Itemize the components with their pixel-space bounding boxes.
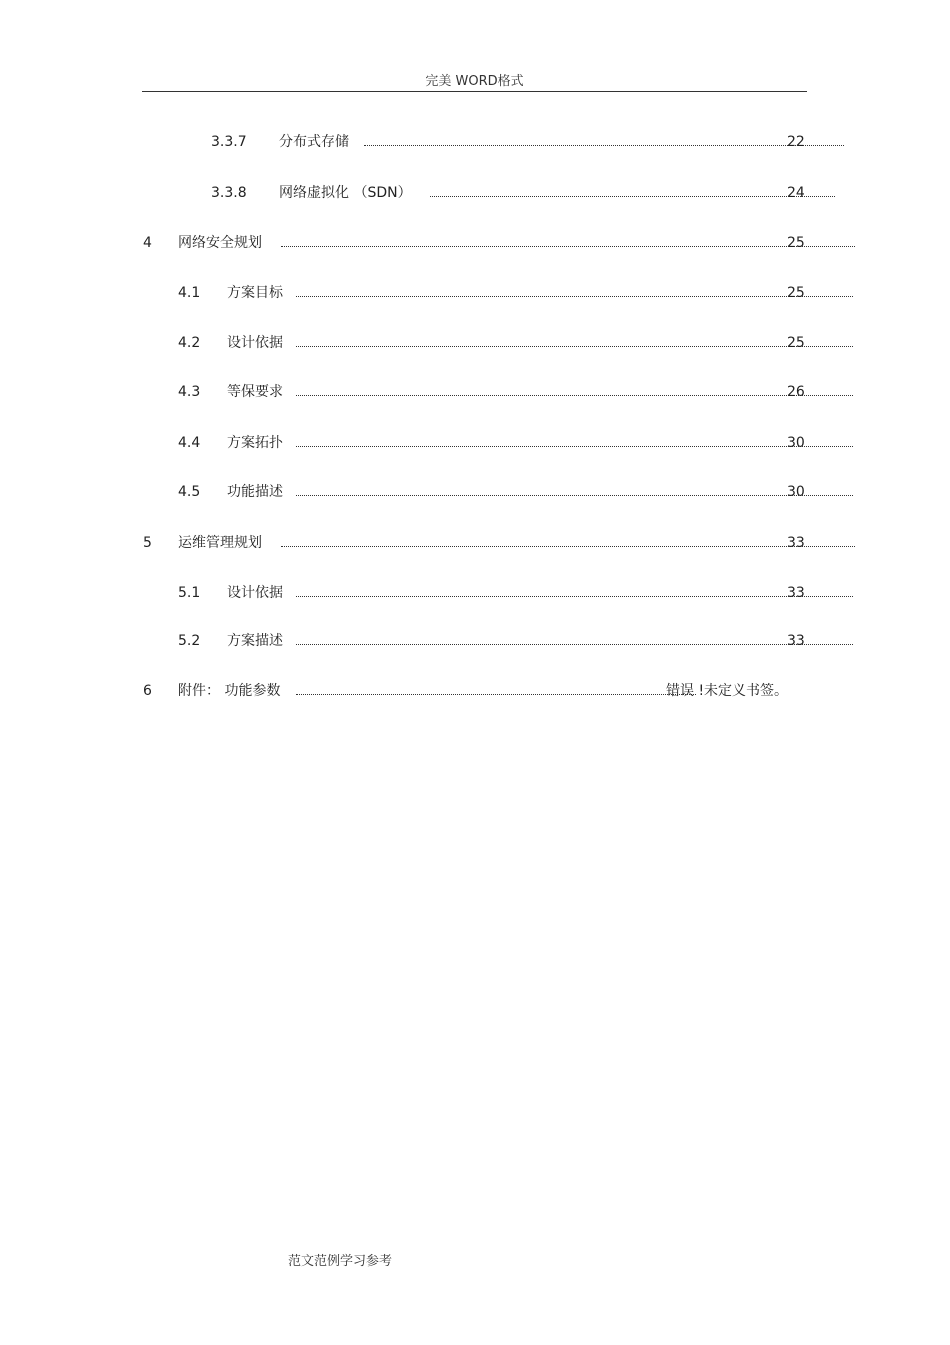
toc-number: 5.1 <box>178 585 201 601</box>
toc-entry[interactable] <box>0 482 950 502</box>
toc-entry[interactable] <box>0 631 950 651</box>
toc-title: 运维管理规划 <box>178 535 262 551</box>
toc-bookmark-error: 错误 !未定义书签。 <box>666 683 789 699</box>
toc-page-number: 26 <box>787 384 805 400</box>
toc-entry[interactable] <box>0 233 950 253</box>
toc-entry[interactable] <box>0 283 950 303</box>
toc-entry[interactable] <box>0 681 950 701</box>
toc-number: 4.5 <box>178 484 201 500</box>
toc-leader-dots <box>296 694 696 695</box>
toc-leader-dots <box>296 495 853 496</box>
toc-title: 功能描述 <box>227 484 283 500</box>
toc-entry[interactable] <box>0 333 950 353</box>
toc-leader-dots <box>296 446 853 447</box>
toc-entry[interactable] <box>0 382 950 402</box>
toc-entry[interactable] <box>0 583 950 603</box>
toc-number: 4 <box>143 235 152 251</box>
toc-leader-dots <box>296 644 853 645</box>
toc-title: 方案描述 <box>227 633 283 649</box>
toc-number: 6 <box>143 683 152 699</box>
toc-title: 设计依据 <box>227 585 283 601</box>
toc-title: 方案目标 <box>227 285 283 301</box>
toc-leader-dots <box>296 346 853 347</box>
toc-number: 4.1 <box>178 285 201 301</box>
toc-entry[interactable] <box>0 183 950 203</box>
toc-page-number: 25 <box>787 335 805 351</box>
toc-page-number: 33 <box>787 585 805 601</box>
toc-page-number: 25 <box>787 285 805 301</box>
toc-title: 附件： 功能参数 <box>178 683 281 699</box>
toc-entry[interactable] <box>0 433 950 453</box>
toc-number: 5.2 <box>178 633 201 649</box>
toc-leader-dots <box>296 296 853 297</box>
toc-number: 3.3.8 <box>211 185 247 201</box>
toc-title: 网络虚拟化 （SDN） <box>279 185 412 201</box>
toc-title: 分布式存储 <box>279 134 349 150</box>
toc-page-number: 30 <box>787 484 805 500</box>
toc-number: 3.3.7 <box>211 134 247 150</box>
toc-title: 网络安全规划 <box>178 235 262 251</box>
toc-number: 5 <box>143 535 152 551</box>
page-header: 完美 WORD格式 <box>425 74 524 89</box>
toc-number: 4.4 <box>178 435 201 451</box>
toc-number: 4.3 <box>178 384 201 400</box>
toc-title: 设计依据 <box>227 335 283 351</box>
toc-page-number: 30 <box>787 435 805 451</box>
toc-entry[interactable] <box>0 132 950 152</box>
toc-entry[interactable] <box>0 533 950 553</box>
toc-leader-dots <box>364 145 844 146</box>
toc-number: 4.2 <box>178 335 201 351</box>
toc-page-number: 22 <box>787 134 805 150</box>
header-divider <box>142 91 807 92</box>
toc-leader-dots <box>296 596 853 597</box>
toc-leader-dots <box>430 196 835 197</box>
toc-page-number: 33 <box>787 633 805 649</box>
toc-title: 等保要求 <box>227 384 283 400</box>
toc-page-number: 24 <box>787 185 805 201</box>
toc-leader-dots <box>296 395 853 396</box>
toc-leader-dots <box>281 546 855 547</box>
toc-leader-dots <box>281 246 855 247</box>
page-footer: 范文范例学习参考 <box>288 1254 393 1269</box>
toc-page-number: 25 <box>787 235 805 251</box>
toc-title: 方案拓扑 <box>227 435 283 451</box>
toc-page-number: 33 <box>787 535 805 551</box>
